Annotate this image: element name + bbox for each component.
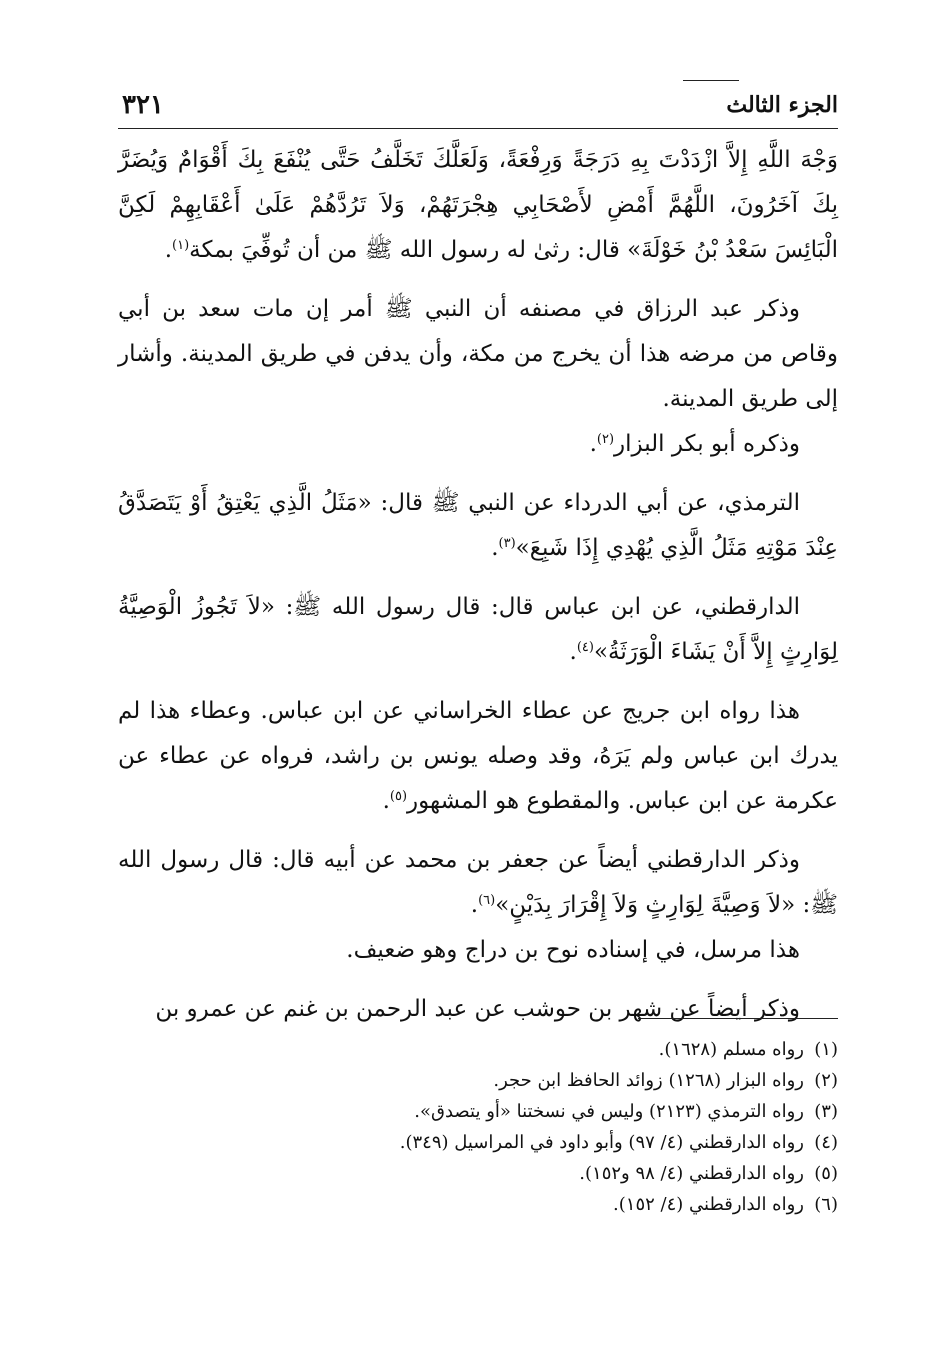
paragraph-end: . [164,237,173,263]
footnote-ref: (٥) [389,789,408,804]
footnote-ref: (٤) [576,640,594,655]
footnote-item [118,1127,838,1158]
footnote-item [118,1034,838,1065]
paragraph-text: هذا رواه ابن جريج عن عطاء الخراساني عن ابن عباس. وعطاء هذا لم يدرك ابن عباس ولم يَرَهُ، وقد وصله يونس بن راشد، فرواه عن عطاء عن عكرمة عن ابن عباس. والمقطوع هو المشهور [118,698,838,814]
paragraph [118,585,838,675]
paragraph-text: وذكر عبد الرزاق في مصنفه أن النبي ﷺ أمر إن مات سعد بن أبي وقاص من مرضه هذا أن يخرج من مكة، وأن يدفن في طريق المدينة. وأشار إلى طريق المدينة. [118,296,838,412]
page-number: ٣٢١ [122,90,164,120]
paragraph [118,287,838,422]
paragraph-end: . [382,788,390,814]
paragraph-text: وذكر أيضاً عن شهر بن حوشب عن عبد الرحمن بن غنم عن عمرو بن [155,996,800,1022]
paragraph-end: . [589,431,597,457]
footnote-text: رواه مسلم (١٦٢٨). [658,1039,804,1060]
footnotes [118,1034,838,1220]
paragraph-text: وذكر الدارقطني أيضاً عن جعفر بن محمد عن أبيه قال: قال رسول الله ﷺ: «لاَ وَصِيَّةَ لِوَارِثٍ وَلاَ إِقْرَارَ بِدَيْنٍ» [118,847,838,918]
footnote-text: رواه الدارقطني (٤/ ١٥٢). [613,1194,804,1215]
footnote-rule [638,1018,838,1019]
footnote-item [118,1096,838,1127]
footnote-text: رواه البزار (١٢٦٨) زوائد الحافظ ابن حجر. [493,1070,804,1091]
paragraph-text: هذا مرسل، في إسناده نوح بن دراج وهو ضعيف. [346,937,800,963]
paragraph-text: وَجْهَ اللَّهِ إِلاَّ ازْدَدْتَ بِهِ دَرَجَةً وَرِفْعَةً، وَلَعَلَّكَ تَخَلَّفُ حَتَّى يُنْفَعَ بِكَ أَقْوَامٌ وَيُضَرَّ بِكَ آخَرُونَ، اللَّهُمَّ أَمْضِ لأَصْحَابِي هِجْرَتَهُمْ، وَلاَ تَرُدَّهُمْ عَلَىٰ أَعْقَابِهِمْ لَكِنَّ الْبَائِسَ سَعْدُ بْنُ خَوْلَةَ» قال: رثىٰ له رسول الله ﷺ من أن تُوفِّيَ بمكة [118,147,838,263]
footnote-text: رواه الترمذي (٢١٢٣) وليس في نسختنا «أو يتصدق». [414,1101,804,1122]
part-title: الجزء الثالث [726,92,838,118]
paragraph [118,928,838,973]
paragraph-continuation [118,138,838,273]
header-rule [118,128,838,129]
paragraph-end: . [470,892,479,918]
paragraph-text: وذكره أبو بكر البزار [614,431,800,457]
footnote-number: (٥) [814,1163,838,1184]
footnote-number: (٢) [814,1070,838,1091]
paragraph-end: . [569,639,577,665]
footnote-number: (٦) [814,1194,838,1215]
footnote-ref: (٦) [478,893,496,908]
paragraph [118,838,838,928]
top-ornament-line [683,80,739,81]
paragraph [118,987,838,1032]
paragraph-end: . [491,535,499,561]
footnote-number: (٤) [814,1132,838,1153]
footnote-text: رواه الدارقطني (٤/ ٩٨ و١٥٢). [579,1163,804,1184]
footnote-item [118,1189,838,1220]
paragraph-text: الترمذي، عن أبي الدرداء عن النبي ﷺ قال: «مَثَلُ الَّذِي يَعْتِقُ أَوْ يَتَصَدَّقُ عِنْدَ مَوْتِهِ مَثَلُ الَّذِي يُهْدِي إِذَا شَبِعَ» [118,490,838,561]
footnote-item [118,1158,838,1189]
footnote-number: (٣) [814,1101,838,1122]
paragraph [118,422,838,467]
paragraph [118,689,838,824]
page-header [118,90,838,124]
footnote-text: رواه الدارقطني (٤/ ٩٧) وأبو داود في المراسيل (٣٤٩). [399,1132,804,1153]
footnote-ref: (١) [172,238,190,253]
paragraph-text: الدارقطني، عن ابن عباس قال: قال رسول الله ﷺ: «لاَ تَجُوزُ الْوَصِيَّةُ لِوَارِثٍ إِلاَّ أَنْ يَشَاءَ الْوَرَثَةُ» [118,594,838,665]
footnote-item [118,1065,838,1096]
body-text [118,138,838,1032]
paragraph [118,481,838,571]
footnote-ref: (٣) [498,536,516,551]
footnote-ref: (٢) [596,432,615,447]
footnote-number: (١) [814,1039,838,1060]
